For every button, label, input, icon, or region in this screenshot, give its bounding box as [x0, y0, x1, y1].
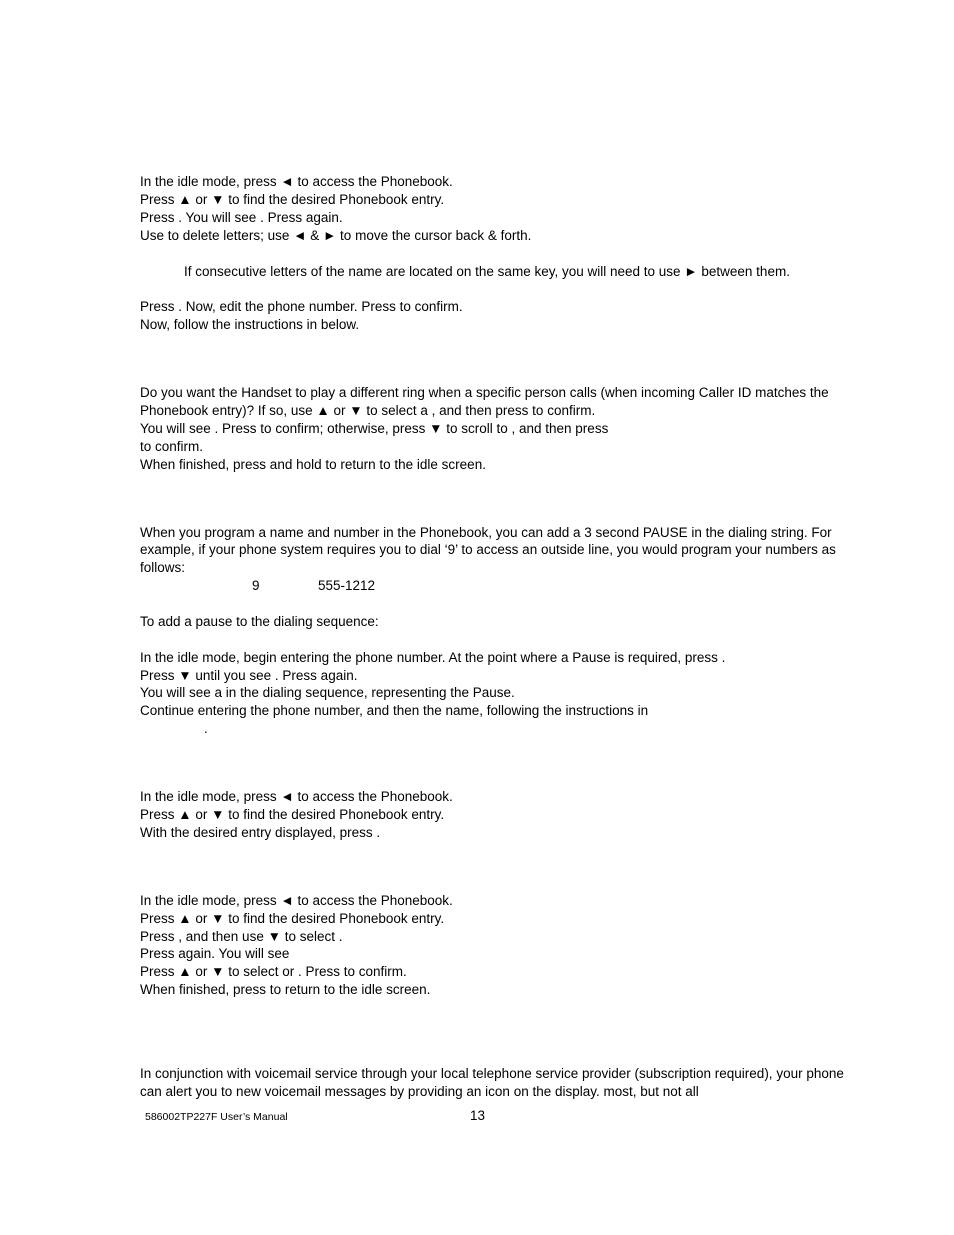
text-line: In the idle mode, press ◄ to access the Phonebook.	[140, 893, 453, 908]
text-line: You will see . Press to confirm; otherwise, press ▼ to scroll to , and then press	[140, 421, 609, 436]
text-line: example, if your phone system requires you to dial ‘9’ to access an outside line, you would program your numbers as	[140, 542, 836, 557]
text-line: follows:	[140, 560, 186, 575]
text-line: Press ▲ or ▼ to find the desired Phonebook entry.	[140, 807, 445, 822]
text-line: Phonebook entry)? If so, use ▲ or ▼ to select a , and then press to confirm.	[140, 403, 596, 418]
text-line: to confirm.	[140, 439, 204, 454]
text-line: Press ▲ or ▼ to find the desired Phonebook entry.	[140, 911, 445, 926]
text-line: In the idle mode, press ◄ to access the Phonebook.	[140, 174, 453, 189]
text-line: Press ▲ or ▼ to find the desired Phonebook entry.	[140, 192, 445, 207]
text-line: Press , and then use ▼ to select .	[140, 929, 343, 944]
text-line: When you program a name and number in the Phonebook, you can add a 3 second PAUSE in the dialing string. For	[140, 525, 832, 540]
example-digit: 9	[252, 578, 260, 593]
text-line: .	[204, 721, 208, 736]
text-line: Press . You will see . Press again.	[140, 210, 343, 225]
text-line: Use to delete letters; use ◄ & ► to move the cursor back & forth.	[140, 228, 532, 243]
text-line: Press ▼ until you see . Press again.	[140, 668, 358, 683]
text-line: When finished, press to return to the idle screen.	[140, 982, 431, 997]
text-line: In the idle mode, press ◄ to access the Phonebook.	[140, 789, 453, 804]
text-line: Press . Now, edit the phone number. Press to confirm.	[140, 299, 463, 314]
text-line: Continue entering the phone number, and then the name, following the instructions in	[140, 703, 649, 718]
note-line: If consecutive letters of the name are located on the same key, you will need to use ► between them.	[184, 264, 790, 279]
text-line: Press again. You will see	[140, 946, 290, 961]
text-line: Now, follow the instructions in below.	[140, 317, 360, 332]
text-line: When finished, press and hold to return to the idle screen.	[140, 457, 486, 472]
page-number: 13	[470, 1108, 486, 1123]
text-line: To add a pause to the dialing sequence:	[140, 614, 379, 629]
footer-manual-title: 586002TP227F User’s Manual	[145, 1111, 288, 1123]
text-line: Press ▲ or ▼ to select or . Press to confirm.	[140, 964, 407, 979]
text-line: can alert you to new voicemail messages by providing an icon on the display. most, but not all	[140, 1084, 699, 1099]
text-line: You will see a in the dialing sequence, representing the Pause.	[140, 685, 515, 700]
text-line: In the idle mode, begin entering the phone number. At the point where a Pause is required, press .	[140, 650, 726, 665]
example-number: 555-1212	[318, 578, 376, 593]
text-line: Do you want the Handset to play a different ring when a specific person calls (when incoming Caller ID matches the	[140, 385, 829, 400]
text-line: In conjunction with voicemail service through your local telephone service provider (subscription required), your phone	[140, 1066, 844, 1081]
text-line: With the desired entry displayed, press .	[140, 825, 381, 840]
